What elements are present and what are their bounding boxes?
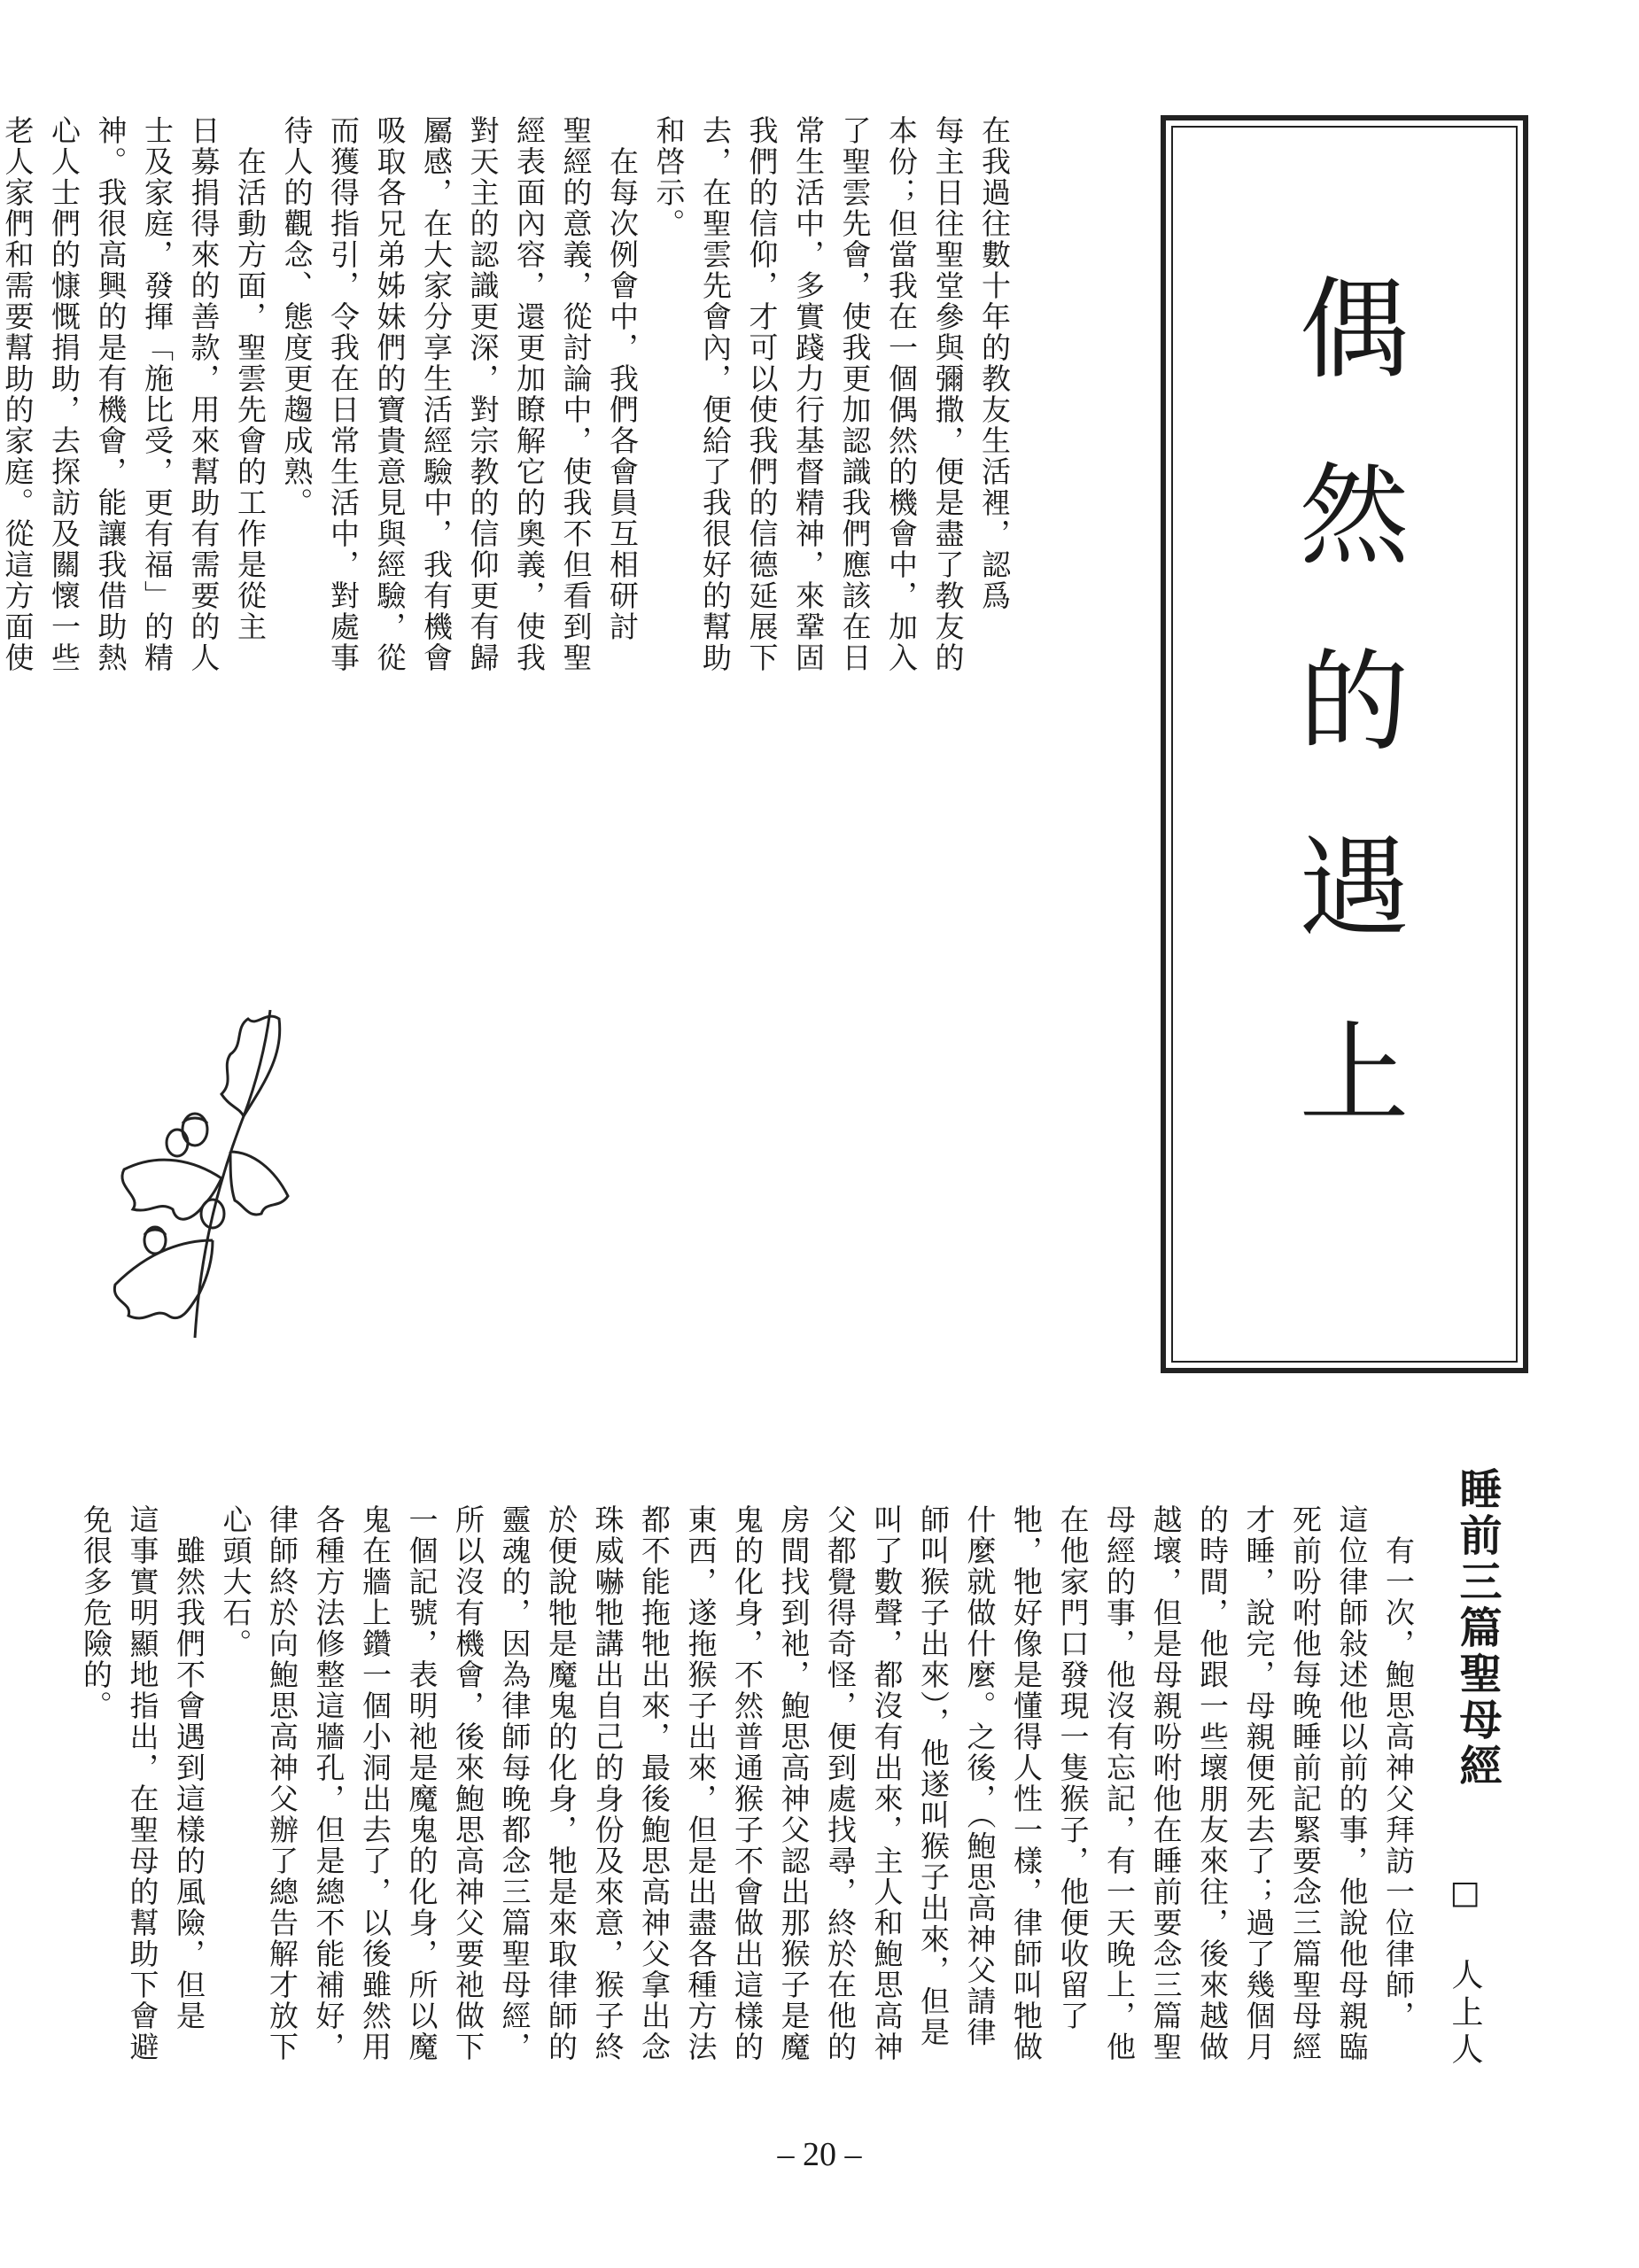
article-title: 偶然的遇上 [1280,271,1409,1201]
text-column: 待人的觀念、態度更趨成熟。 [279,115,315,518]
text-column: 在我過往數十年的教友生活裡，認爲 [977,115,1012,611]
text-column: 雖然我們不會遇到這樣的風險，但是 [172,1504,206,2031]
text-column: 老人家們和需要幫助的家庭。從這方面使 [0,115,35,673]
text-column: 屬感，在大家分享生活經驗中，我有機會 [419,115,454,673]
text-column: 常生活中，多實踐力行基督精神，來鞏固 [791,115,826,673]
text-column: 和啓示。 [651,115,687,239]
text-column: 叫了數聲，都沒有出來，主人和鮑思高神 [869,1504,905,2062]
text-column: 各種方法修整這牆孔，但是總不能補好， [311,1504,346,2062]
text-column: 所以沒有機會，後來鮑思高神父要祂做下 [451,1504,485,2062]
text-column: 我們的信仰，才可以使我們的信德延展下 [744,115,780,673]
text-column: 經表面內容，還更加瞭解它的奧義，使我 [512,115,547,673]
text-column: 師叫猴子出來），他遂叫猴子出來，但是 [916,1504,951,2048]
title-frame [1161,115,1528,1373]
text-column: 才睡，說完，母親便死去了；過了幾個月 [1241,1504,1277,2062]
article2-body [79,1504,1421,2116]
text-column: 這事實明顯地指出，在聖母的幫助下會避 [125,1504,160,2062]
text-column: 吸取各兄弟姊妹們的寶貴意見與經驗，從 [372,115,408,673]
page-number: – 20 – [777,2136,862,2173]
text-column: 死前吩咐他每晚睡前記緊要念三篇聖母經 [1288,1504,1323,2062]
text-column: 士及家庭，發揮「施比受，更有福」的精 [140,115,175,673]
text-column: 母經的事，他沒有忘記，有一天晚上，他 [1102,1504,1137,2062]
text-column: 有一次，鮑思高神父拜訪一位律師， [1381,1504,1416,2031]
text-column: 都不能拖牠出來，最後鮑思高神父拿出念 [637,1504,672,2062]
text-column: 神。我很高興的是有機會，能讓我借助熱 [93,115,128,673]
text-column: 珠威嚇牠講出自己的身份及來意，猴子終 [590,1504,625,2062]
text-column: 去，在聖雲先會內，便給了我很好的幫助 [698,115,733,673]
text-column: 越壞，但是母親吩咐他在睡前要念三篇聖 [1148,1504,1184,2062]
text-column: 在每次例會中，我們各會員互相研討 [605,115,640,642]
text-column: 心頭大石。 [218,1504,253,1659]
text-column: 免很多危險的。 [79,1504,113,1721]
text-column: 鬼的化身，不然普通猴子不會做出這樣的 [730,1504,765,2062]
text-column: 在他家門口發現一隻猴子，他便收留了 [1055,1504,1091,2031]
text-column: 靈魂的，因為律師每晚都念三篇聖母經， [497,1504,532,2062]
article2-author: □ 人上人 [1447,1875,1483,2070]
text-column: 房間找到祂，鮑思高神父認出那猴子是魔 [776,1504,812,2062]
text-column: 而獲得指引，令我在日常生活中，對處事 [326,115,361,673]
oak-leaf-illustration [89,975,292,1347]
text-column: 本份；但當我在一個偶然的機會中，加入 [884,115,919,673]
text-column: 父都覺得奇怪，便到處找尋，終於在他的 [823,1504,858,2062]
text-column: 於便說牠是魔鬼的化身，牠是來取律師的 [544,1504,579,2062]
text-column: 聖經的意義，從討論中，使我不但看到聖 [558,115,594,673]
text-column: 心人士們的慷慨捐助，去探訪及關懷一些 [47,115,82,673]
text-column: 牠，牠好像是懂得人性一樣，律師叫牠做 [1009,1504,1044,2062]
text-column: 了聖雲先會，使我更加認識我們應該在日 [837,115,873,673]
text-column: 律師終於向鮑思高神父辦了總告解才放下 [265,1504,299,2062]
text-column: 在活動方面，聖雲先會的工作是從主 [233,115,268,642]
text-column: 鬼在牆上鑽一個小洞出去了，以後雖然用 [358,1504,392,2062]
text-column: 日募捐得來的善款，用來幫助有需要的人 [186,115,221,673]
text-column: 每主日往聖堂參與彌撒，便是盡了教友的 [930,115,966,673]
text-column: 什麼就做什麼。之後，（鮑思高神父請律 [962,1504,998,2048]
text-column: 一個記號，表明祂是魔鬼的化身，所以魔 [404,1504,439,2062]
text-column: 東西，遂拖猴子出來，但是出盡各種方法 [683,1504,719,2062]
article2-heading: 睡前三篇聖母經 [1452,1467,1502,1790]
text-column: 對天主的認識更深，對宗教的信仰更有歸 [465,115,501,673]
text-column: 這位律師敍述他以前的事，他說他母親臨 [1334,1504,1370,2062]
text-column: 的時間，他跟一些壞朋友來往，後來越做 [1195,1504,1230,2062]
